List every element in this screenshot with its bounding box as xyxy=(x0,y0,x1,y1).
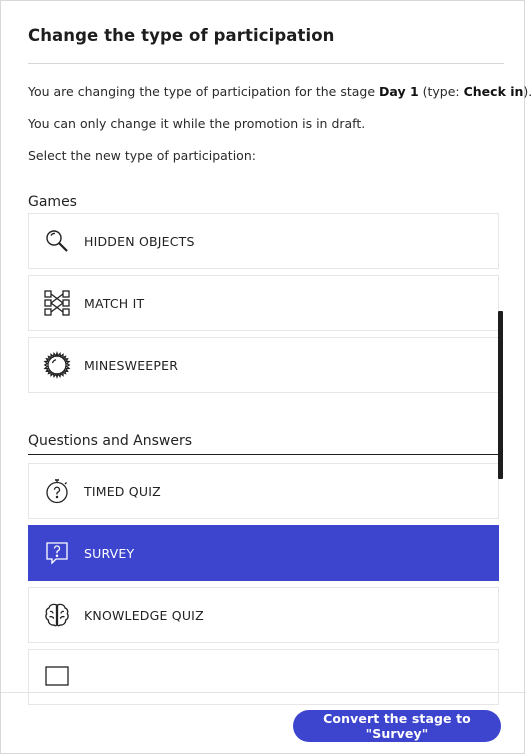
intro-text xyxy=(28,84,532,99)
magnifier-icon xyxy=(44,228,70,254)
intro-suffix: ). xyxy=(523,84,532,99)
mine-icon xyxy=(44,352,70,378)
participation-type-list[interactable] xyxy=(28,189,506,669)
option-hidden-objects[interactable] xyxy=(28,213,499,269)
brain-icon xyxy=(44,602,70,628)
list-scrollbar-thumb[interactable] xyxy=(498,311,503,479)
section-divider-questions-and-answers xyxy=(28,454,499,455)
option-label: SURVEY xyxy=(84,545,135,561)
select-prompt: Select the new type of participation: xyxy=(28,148,256,163)
convert-stage-button[interactable]: Convert the stage to "Survey" xyxy=(293,710,501,742)
option-label: MINESWEEPER xyxy=(84,357,179,373)
stage-name: Day 1 xyxy=(379,84,419,99)
option-label: HIDDEN OBJECTS xyxy=(84,233,195,249)
option-timed-quiz[interactable] xyxy=(28,463,499,519)
draft-note: You can only change it while the promotion is in draft. xyxy=(28,116,366,131)
stage-type: Check in xyxy=(463,84,524,99)
match-it-icon xyxy=(44,290,70,316)
footer-divider xyxy=(1,692,526,693)
speech-question-icon xyxy=(44,540,70,566)
option-match-it[interactable] xyxy=(28,275,499,331)
option-minesweeper[interactable] xyxy=(28,337,499,393)
title-divider xyxy=(28,63,504,64)
option-partially-visible[interactable] xyxy=(28,649,499,705)
intro-middle: (type: xyxy=(418,84,464,99)
option-label: MATCH IT xyxy=(84,295,145,311)
option-survey[interactable] xyxy=(28,525,499,581)
card-icon xyxy=(44,664,70,690)
option-label: KNOWLEDGE QUIZ xyxy=(84,607,204,623)
intro-prefix: You are changing the type of participation for the stage xyxy=(28,84,380,99)
section-title-games: Games xyxy=(28,194,77,210)
option-label: TIMED QUIZ xyxy=(84,483,161,499)
option-knowledge-quiz[interactable] xyxy=(28,587,499,643)
stopwatch-question-icon xyxy=(44,478,70,504)
section-title-questions-and-answers: Questions and Answers xyxy=(28,433,193,449)
dialog-title: Change the type of participation xyxy=(28,26,335,45)
